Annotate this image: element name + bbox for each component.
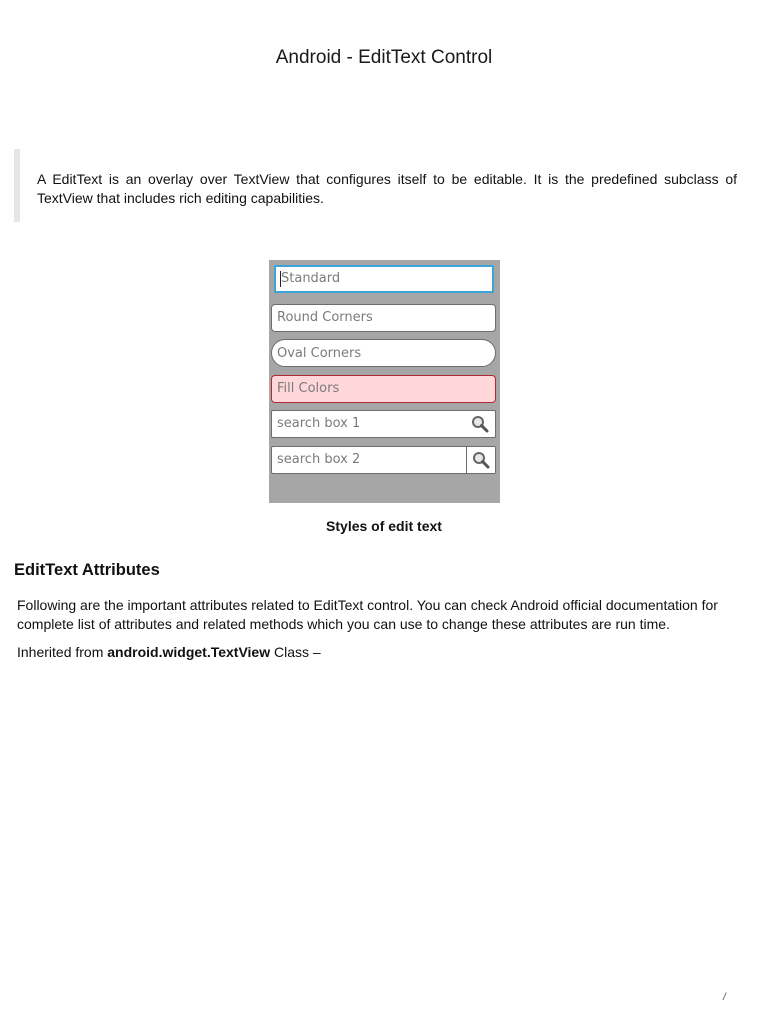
standard-placeholder: Standard [281,271,341,286]
page-mark: / [723,992,726,1003]
fill-colors-placeholder: Fill Colors [277,381,340,396]
intro-callout [14,149,736,222]
search-box-2-placeholder: search box 2 [277,452,361,467]
search-button[interactable] [466,447,495,473]
round-corners-edittext[interactable] [271,304,496,332]
round-corners-placeholder: Round Corners [277,310,373,325]
search-box-1[interactable] [271,410,496,438]
search-box-2[interactable] [271,446,496,474]
section-heading: EditText Attributes [14,561,160,579]
search-icon [472,451,490,469]
inherited-line [17,643,757,662]
search-icon[interactable] [471,415,489,433]
figure-caption: Styles of edit text [326,518,442,534]
attributes-paragraph: Following are the important attributes related to EditText control. You can check Android official documentation for complete list of attributes and related methods which you can use to change these attributes are run time. [17,597,718,632]
inherited-class-name: android.widget.TextView [107,644,271,660]
intro-text: A EditText is an overlay over TextView that configures itself to be editable. It is the predefined subclass of TextView that includes rich editing capabilities. [37,171,737,206]
standard-edittext[interactable] [274,265,494,293]
search-box-1-placeholder: search box 1 [277,416,361,431]
inherited-suffix: Class – [270,644,321,660]
oval-corners-placeholder: Oval Corners [277,346,362,361]
edittext-styles-figure [269,260,500,503]
fill-colors-edittext[interactable] [271,375,496,403]
inherited-prefix: Inherited from [17,644,108,660]
page-title: Android - EditText Control [275,47,493,68]
oval-corners-edittext[interactable] [271,339,496,367]
